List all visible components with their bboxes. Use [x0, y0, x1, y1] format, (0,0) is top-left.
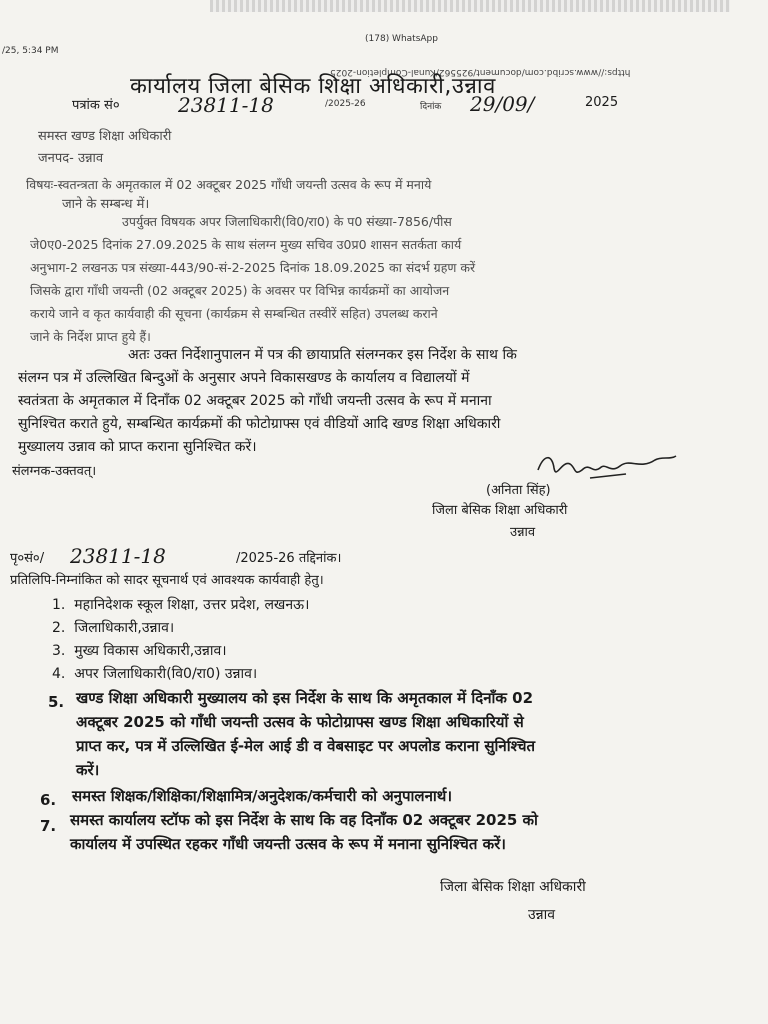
item-number: 2. [52, 620, 66, 636]
paragraph-1-line: जाने के निर्देश प्राप्त हुये हैं। [30, 329, 151, 344]
office-title: कार्यालय जिला बेसिक शिक्षा अधिकारी,उन्नाव [130, 74, 496, 99]
copy-item-5-line: खण्ड शिक्षा अधिकारी मुख्यालय को इस निर्देश के साथ कि अमृतकाल में दिनाँक 02 [76, 689, 534, 707]
copy-list-item [52, 617, 309, 640]
signatory-title: जिला बेसिक शिक्षा अधिकारी [432, 503, 568, 518]
copy-item-6-number: 6. [40, 791, 57, 809]
copy-item-7-line: समस्त कार्यालय स्टॉफ को इस निर्देश के साथ कि वह दिनाँक 02 अक्टूबर 2025 को [70, 811, 538, 829]
subject-line1: विषयः-स्वतन्त्रता के अमृतकाल में 02 अक्टूबर 2025 गाँधी जयन्ती उत्सव के रूप में मनाये [26, 177, 432, 192]
paragraph-2 [18, 344, 517, 459]
scan-noise [210, 0, 730, 12]
copy-item-5 [76, 686, 535, 782]
copy-item-7 [70, 808, 538, 856]
copy-intro: प्रतिलिपि-निम्नांकित को सादर सूचनार्थ एवं आवश्यक कार्यवाही हेतु। [10, 573, 324, 588]
paragraph-1-line: कराये जाने व कृत कार्यवाही की सूचना (कार्यक्रम से सम्बन्धित तस्वीरें सहित) उपलब्ध कराने [30, 306, 438, 321]
ref-date: 29/09/ [470, 92, 535, 116]
paragraph-2-line: सुनिश्चित कराते हुये, सम्बन्धित कार्यक्रमों की फोटोग्राफ्स एवं वीडियों आदि खण्ड शिक्षा अधिकारी [18, 416, 501, 432]
item-number: 4. [52, 666, 66, 682]
copy-list [52, 594, 309, 686]
footer-title: जिला बेसिक शिक्षा अधिकारी [440, 879, 586, 895]
paragraph-2-line: मुख्यालय उन्नाव को प्राप्त कराना सुनिश्चित करें। [18, 439, 257, 455]
copy-item-5-number: 5. [48, 693, 65, 711]
signatory-name: (अनिता सिंह) [486, 483, 551, 498]
ref-number: 23811-18 [178, 93, 274, 117]
paragraph-1-line: जिसके द्वारा गाँधी जयन्ती (02 अक्टूबर 2025) के अवसर पर विभिन्न कार्यक्रमों का आयोजन [30, 283, 450, 298]
item-text: अपर जिलाधिकारी(वि0/रा0) उन्नाव। [74, 666, 258, 682]
signature [530, 440, 680, 490]
ref-date-year: 2025 [585, 95, 619, 110]
copy-list-item [52, 663, 309, 686]
item-text: मुख्य विकास अधिकारी,उन्नाव। [74, 643, 227, 659]
item-text: जिलाधिकारी,उन्नाव। [74, 620, 175, 636]
addressee-line1: समस्त खण्ड शिक्षा अधिकारी [38, 129, 172, 144]
footer-place: उन्नाव [528, 907, 556, 923]
ref-date-label: दिनांक [420, 102, 442, 112]
copy-item-7-number: 7. [40, 817, 57, 835]
print-app-name: (178) WhatsApp [365, 34, 438, 44]
copy-list-item [52, 594, 309, 617]
enclosure-note: संलग्नक-उक्तवत्। [12, 464, 97, 479]
addressee-line2: जनपद- उन्नाव [38, 151, 104, 166]
copy-ref-number: 23811-18 [70, 544, 166, 568]
paragraph-2-line: स्वतंत्रता के अमृतकाल में दिनाँक 02 अक्टूबर 2025 को गाँधी जयन्ती उत्सव के रूप में मनाना [18, 393, 492, 409]
copy-ref-prefix: पृ०सं०/ [10, 551, 45, 566]
paragraph-1-line: अनुभाग-2 लखनऊ पत्र संख्या-443/90-सं-2-2025 दिनांक 18.09.2025 का संदर्भ ग्रहण करें [30, 260, 476, 275]
print-url: https://www.scribd.com/document/925562/Kunal-Completion-2025 [330, 67, 631, 77]
copy-item-7-line: कार्यालय में उपस्थित रहकर गाँधी जयन्ती उत्सव के रूप में मनाना सुनिश्चित करें। [70, 835, 506, 853]
print-timestamp: /25, 5:34 PM [2, 46, 59, 56]
copy-list-item [52, 640, 309, 663]
subject-line2: जाने के सम्बन्ध में। [62, 197, 150, 212]
ref-label: पत्रांक सं० [72, 98, 120, 113]
paragraph-2-line: संलग्न पत्र में उल्लिखित बिन्दुओं के अनुसार अपने विकासखण्ड के कार्यालय व विद्यालयों में [18, 370, 470, 386]
paragraph-1-line: उपर्युक्त विषयक अपर जिलाधिकारी(वि0/रा0) के प0 संख्या-7856/पीस [122, 214, 452, 229]
signatory-place: उन्नाव [510, 525, 536, 540]
item-number: 1. [52, 597, 66, 613]
item-text: महानिदेशक स्कूल शिक्षा, उत्तर प्रदेश, लखनऊ। [74, 597, 310, 613]
paragraph-1 [30, 210, 475, 348]
copy-item-5-line: प्राप्त कर, पत्र में उल्लिखित ई-मेल आई डी व वेबसाइट पर अपलोड कराना सुनिश्चित [76, 737, 536, 755]
ref-year: /2025-26 [325, 99, 366, 109]
copy-item-5-line: करें। [76, 761, 100, 779]
copy-ref-rest: /2025-26 तद्दिनांक। [236, 551, 342, 566]
item-number: 3. [52, 643, 66, 659]
paragraph-1-line: जे0ए0-2025 दिनांक 27.09.2025 के साथ संलग्न मुख्य सचिव उ0प्र0 शासन सतर्कता कार्य [30, 237, 462, 252]
copy-item-6: समस्त शिक्षक/शिक्षिका/शिक्षामित्र/अनुदेशक/कर्मचारी को अनुपालनार्थ। [72, 787, 453, 805]
paragraph-2-line: अतः उक्त निर्देशानुपालन में पत्र की छायाप्रति संलग्नकर इस निर्देश के साथ कि [128, 347, 517, 363]
copy-item-5-line: अक्टूबर 2025 को गाँधी जयन्ती उत्सव के फोटोग्राफ्स खण्ड शिक्षा अधिकारियों से [76, 713, 524, 731]
